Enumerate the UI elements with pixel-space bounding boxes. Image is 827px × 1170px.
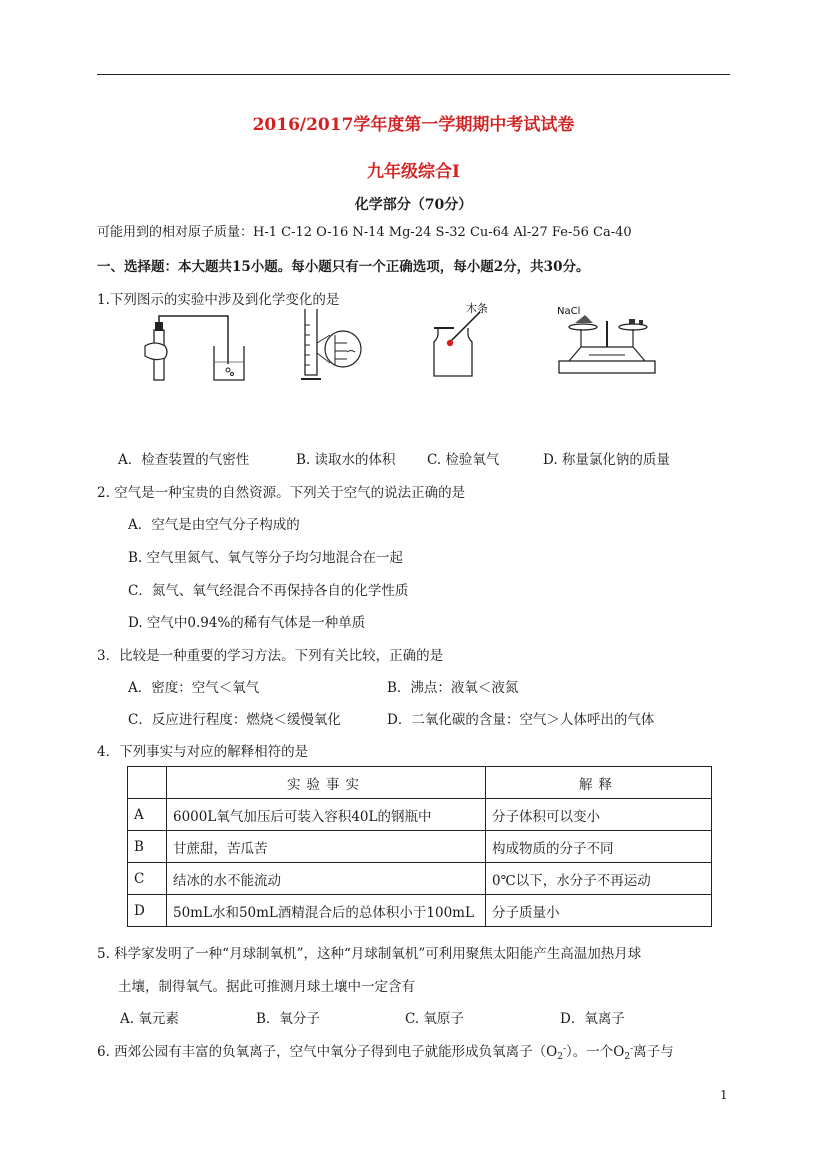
q2-stem: 2. 空气是一种宝贵的自然资源。下列关于空气的说法正确的是 — [97, 485, 466, 501]
figure-cylinder-reading — [295, 305, 370, 385]
q2-option-d: D. 空气中0.94%的稀有气体是一种单质 — [128, 615, 366, 631]
q3-option-c: C．反应进行程度：燃烧＜缓慢氧化 — [128, 712, 341, 728]
table-cell: 6000L氧气加压后可装入容积40L的钢瓶中 — [167, 799, 486, 831]
q6-superscript-2: - — [630, 1044, 634, 1054]
q1-option-d: D. 称量氯化钠的质量 — [543, 452, 670, 468]
table-cell: 分子质量小 — [486, 895, 712, 927]
q5-option-a: A. 氧元素 — [120, 1011, 179, 1027]
q6-text-1: 6. 西郊公园有丰富的负氧离子，空气中氧分子得到电子就能形成负氧离子（O — [97, 1044, 558, 1060]
table-row — [128, 831, 712, 863]
q4-table — [127, 766, 712, 927]
q5-line2: 土壤，制得氧气。据此可推测月球土壤中一定含有 — [118, 979, 415, 995]
table-header-row — [128, 767, 712, 799]
exam-title: 2016/2017学年度第一学期期中考试试卷 — [252, 115, 575, 135]
table-cell: 结冰的水不能流动 — [167, 863, 486, 895]
atomic-masses: 可能用到的相对原子质量：H-1 C-12 O-16 N-14 Mg-24 S-32 Cu-64 Al-27 Fe-56 Ca-40 — [97, 225, 632, 240]
page-number: 1 — [720, 1088, 728, 1102]
q4-stem: 4．下列事实与对应的解释相符的是 — [97, 744, 309, 760]
table-cell: B — [128, 831, 167, 863]
table-cell: 0℃以下，水分子不再运动 — [486, 863, 712, 895]
q6-subscript-1: 2 — [557, 1052, 563, 1062]
q5-option-c: C. 氧原子 — [405, 1011, 464, 1027]
q1-option-b: B. 读取水的体积 — [296, 452, 396, 468]
q2-option-c: C．氮气、氧气经混合不再保持各自的化学性质 — [128, 583, 409, 599]
q1-stem: 1.下列图示的实验中涉及到化学变化的是 — [97, 292, 340, 308]
q3-option-d: D．二氧化碳的含量：空气＞人体呼出的气体 — [387, 712, 655, 728]
table-row — [128, 799, 712, 831]
q3-option-a: A．密度：空气＜氧气 — [128, 680, 260, 696]
q5-option-d: D．氧离子 — [560, 1011, 625, 1027]
table-header-cell: 解释 — [486, 767, 712, 799]
stick-label: 木条 — [466, 302, 488, 315]
table-cell: A — [128, 799, 167, 831]
q2-option-b: B. 空气里氮气、氧气等分子均匀地混合在一起 — [128, 550, 404, 566]
table-cell: C — [128, 863, 167, 895]
table-cell: 构成物质的分子不同 — [486, 831, 712, 863]
q5-line1: 5. 科学家发明了一种“月球制氧机”，这种“月球制氧机”可利用聚焦太阳能产生高温加热月球 — [97, 946, 642, 962]
q3-option-b: B．沸点：液氧＜液氮 — [387, 680, 519, 696]
q5-option-b: B．氧分子 — [256, 1011, 320, 1027]
table-cell: 甘蔗甜，苦瓜苦 — [167, 831, 486, 863]
table-header-cell — [128, 767, 167, 799]
part1-heading: 一、选择题：本大题共15小题。每小题只有一个正确选项，每小题2分，共30分。 — [97, 259, 590, 275]
figure-oxygen-test — [430, 298, 500, 380]
q6-text-3: 离子与 — [633, 1044, 674, 1060]
section-title: 化学部分（70分） — [354, 197, 473, 213]
q6-line1 — [97, 1040, 674, 1060]
q2-option-a: A．空气是由空气分子构成的 — [128, 517, 300, 533]
table-cell: 50mL水和50mL酒精混合后的总体积小于100mL — [167, 895, 486, 927]
figure-balance — [555, 303, 660, 378]
table-header-cell: 实验事实 — [167, 767, 486, 799]
q1-option-a: A．检查装置的气密性 — [118, 452, 250, 468]
q3-stem: 3．比较是一种重要的学习方法。下列有关比较，正确的是 — [97, 648, 444, 664]
table-row — [128, 895, 712, 927]
header-rule — [97, 74, 730, 75]
q6-text-2: ）。一个O — [566, 1044, 625, 1060]
q6-superscript-1: - — [562, 1044, 567, 1054]
table-row — [128, 863, 712, 895]
nacl-label: NaCl — [557, 306, 581, 317]
q1-option-c: C. 检验氧气 — [427, 452, 500, 468]
q6-subscript-2: 2 — [624, 1052, 631, 1062]
table-cell: 分子体积可以变小 — [486, 799, 712, 831]
figure-airtightness-check — [140, 310, 250, 385]
table-cell: D — [128, 895, 167, 927]
exam-subtitle: 九年级综合Ⅰ — [367, 162, 460, 182]
